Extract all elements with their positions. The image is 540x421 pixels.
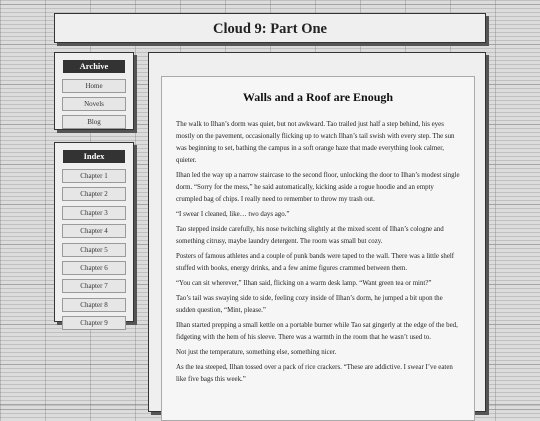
chapter-1-button[interactable]: Chapter 1 xyxy=(62,169,126,183)
article-title: Walls and a Roof are Enough xyxy=(242,90,394,104)
article-paragraph: Tao stepped inside carefully, his nose twitching slightly at the mixed scent of Ilhan’s cologne and something citrusy, maybe laundry detergent. The room was small but cozy. xyxy=(176,226,444,245)
site-title: Cloud 9: Part One xyxy=(213,21,327,37)
article-paragraph: Posters of famous athletes and a couple of punk bands were taped to the wall. There was a little shelf stuffed with books, energy drinks, and a few anime figures crammed between them. xyxy=(176,253,455,272)
chapter-8-button[interactable]: Chapter 8 xyxy=(62,298,126,312)
article-paragraph: Ilhan led the way up a narrow staircase to the second floor, unlocking the door to Ilhan’s modest single dorm. “Sorry for the mess,” he said automatically, kicking aside a rogue hoodie and an empty crumpled bag of chips. I really need to remember to throw my trash out. xyxy=(176,172,460,203)
chapter-5-button[interactable]: Chapter 5 xyxy=(62,243,126,257)
article-paragraph: Not just the temperature, something else, something nicer. xyxy=(176,349,337,356)
chapter-4-button[interactable]: Chapter 4 xyxy=(62,224,126,238)
archive-panel xyxy=(54,52,134,130)
article-paragraph: “I swear I cleaned, like… two days ago.” xyxy=(176,211,290,218)
chapter-9-button[interactable]: Chapter 9 xyxy=(62,316,126,330)
nav-novels-button[interactable]: Novels xyxy=(62,97,126,111)
article-paragraph: Tao’s tail was swaying side to side, feeling cozy inside of Ilhan’s dorm, he jumped a bit upon the sudden question, “Mint, please.” xyxy=(176,295,443,314)
article-paragraph: “You can sit wherever,” Ilhan said, flicking on a warm desk lamp. “Want green tea or mint?” xyxy=(176,280,432,287)
chapter-3-button[interactable]: Chapter 3 xyxy=(62,206,126,220)
article-paragraph: The walk to Ilhan’s dorm was quiet, but not awkward. Tao trailed just half a step behind, his eyes mostly on the pavement, occasionally flicking up to watch Ilhan’s tail swish with every step. The sun was beginning to set, bathing the campus in a soft orange haze that made everything look calmer, quieter. xyxy=(176,121,455,164)
archive-heading: Archive xyxy=(63,60,125,73)
chapter-6-button[interactable]: Chapter 6 xyxy=(62,261,126,275)
article xyxy=(161,76,475,421)
article-paragraph: As the tea steeped, Ilhan tossed over a pack of rice crackers. “These are addictive. I swear I’ve eaten like five bags this week.” xyxy=(176,364,453,383)
nav-blog-button[interactable]: Blog xyxy=(62,115,126,129)
main-content-panel xyxy=(148,52,486,412)
index-panel xyxy=(54,142,134,328)
nav-home-button[interactable]: Home xyxy=(62,79,126,93)
site-header xyxy=(54,13,486,43)
chapter-7-button[interactable]: Chapter 7 xyxy=(62,279,126,293)
chapter-2-button[interactable]: Chapter 2 xyxy=(62,187,126,201)
index-heading: Index xyxy=(63,150,125,163)
article-paragraph: Ilhan started prepping a small kettle on a portable burner while Tao sat gingerly at the edge of the bed, fidgeting with the hem of his sleeve. There was a warmth in the room that he wasn’t used to. xyxy=(176,322,458,341)
